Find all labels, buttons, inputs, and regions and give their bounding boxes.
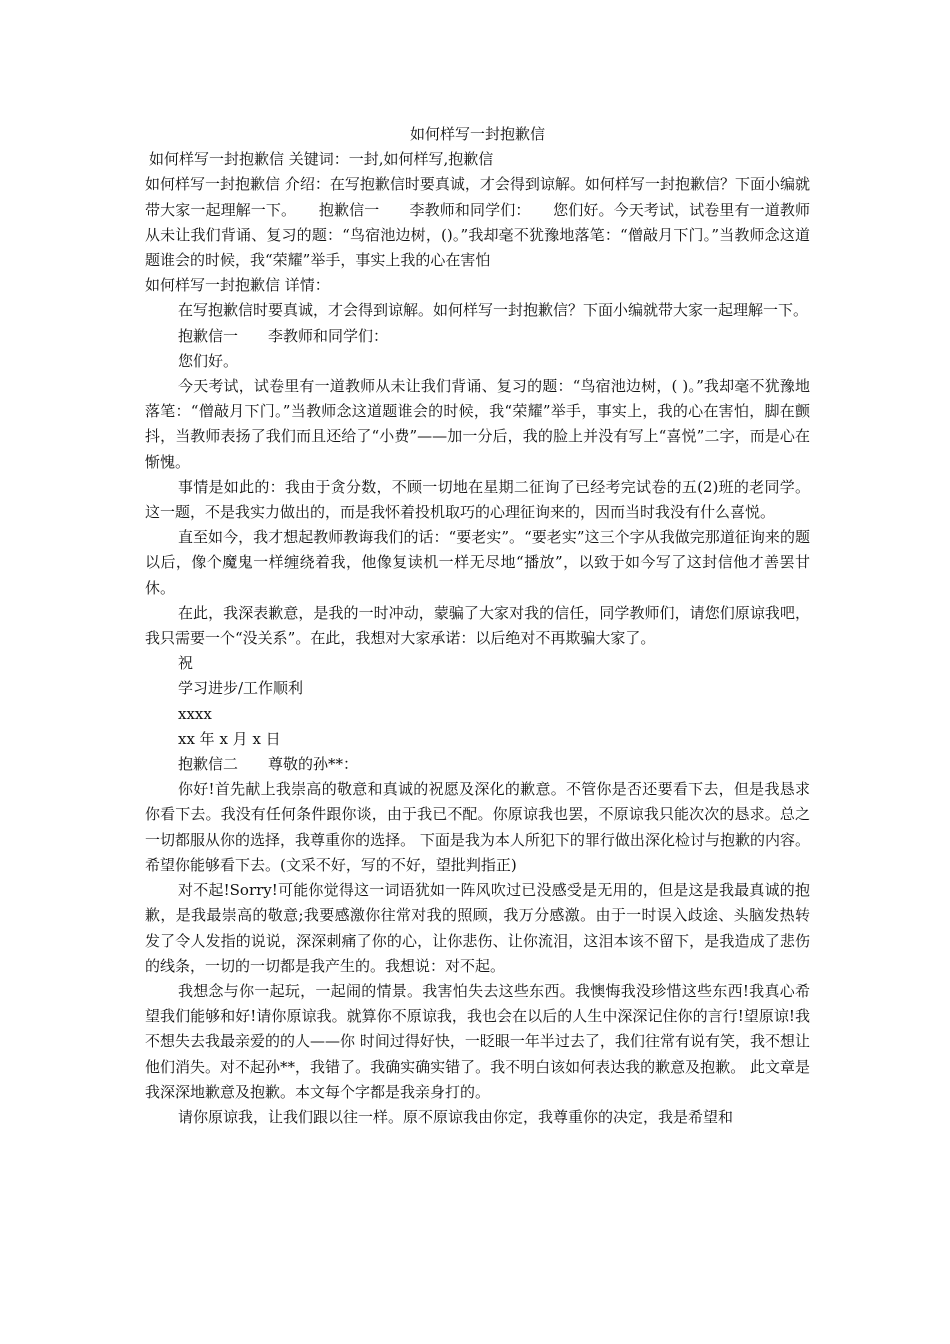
body-paragraph: 今天考试，试卷里有一道教师从未让我们背诵、复习的题：“鸟宿池边树，( )。”我却毫不犹豫地落笔：“僧敲月下门。”当教师念这道题谁会的时候，我“荣耀”举手，事实上，我的心在害怕，脚在颤抖，当教师表扬了我们而且还给了“小费”——加一分后，我的脸上并没有写上“喜悦”二字，而是心在惭愧。 [145, 377, 810, 471]
body-paragraph: 在此，我深表歉意，是我的一时冲动，蒙骗了大家对我的信任，同学教师们，请您们原谅我吧，我只需要一个“没关系”。在此，我想对大家承诺：以后绝对不再欺骗大家了。 [145, 603, 810, 648]
detail-heading: 如何样写一封抱歉信 详情： [145, 276, 330, 295]
letter-one-heading: 抱歉信一 李教师和同学们： [178, 326, 389, 345]
document-title: 如何样写一封抱歉信 [409, 125, 545, 143]
keywords-line: 如何样写一封抱歉信 关键词：一封,如何样写,抱歉信 [149, 150, 494, 169]
closing-wish: 祝 [178, 654, 194, 673]
body-paragraph: 对不起!Sorry!可能你觉得这一词语犹如一阵风吹过已没感受是无用的，但是这是我最真诚的抱歉，是我最崇高的敬意;我要感激你往常对我的照顾，我万分感激。由于一时误入歧途、头脑发热转发了令人发指的说说，深深刺痛了你的心，让你悲伤、让你流泪，这泪本该不留下，是我造成了悲伤的线条，一切的一切都是我产生的。我想说：对不起。 [145, 881, 810, 975]
body-paragraph: 直至如今，我才想起教师教诲我们的话：“要老实”。“要老实”这三个字从我做完那道征询来的题以后，像个魔鬼一样缠绕着我，他像复读机一样无尽地“播放”，以致于如今写了这封信他才善罢甘休。 [145, 528, 810, 597]
body-paragraph: 事情是如此的：我由于贪分数，不顾一切地在星期二征询了已经考完试卷的五(2)班的老同学。这一题，不是我实力做出的，而是我怀着投机取巧的心理征询来的，因而当时我没有什么喜悦。 [145, 477, 810, 522]
date-line: xx 年 x 月 x 日 [178, 729, 281, 748]
letter-two-heading: 抱歉信二 尊敬的孙**： [178, 755, 359, 774]
body-paragraph: 我想念与你一起玩，一起闹的情景。我害怕失去这些东西。我懊悔我没珍惜这些东西!我真心希望我们能够和好!请你原谅我。就算你不原谅我，我也会在以后的人生中深深记住你的言行!望原谅!我不想失去我最亲爱的的人——你 时间过得好快，一眨眼一年半过去了，我们往常有说有笑，我不想让他们消失。对不起孙**，我错了。我确实确实错了。我不明白该如何表达我的歉意及抱歉。 此文章是我深深地歉意及抱歉。本文每个字都是我亲身打的。 [145, 981, 810, 1101]
signature: xxxx [178, 704, 212, 723]
intro-paragraph: 如何样写一封抱歉信 介绍：在写抱歉信时要真诚，才会得到谅解。如何样写一封抱歉信？下面小编就带大家一起理解一下。 抱歉信一 李教师和同学们： 您们好。今天考试，试卷里有一道教师从未让我们背诵、复习的题：“鸟宿池边树，()。”我却毫不犹豫地落笔：“僧敲月下门。”当教师念这道题谁会的时候，我“荣耀”举手，事实上我的心在害怕 [145, 175, 810, 270]
body-paragraph: 你好!首先献上我崇高的敬意和真诚的祝愿及深化的歉意。不管你是否还要看下去，但是我恳求你看下去。我没有任何条件跟你谈，由于我已不配。你原谅我也罢，不原谅我只能次次的恳求。总之一切都服从你的选择，我尊重你的选择。 下面是我为本人所犯下的罪行做出深化检讨与抱歉的内容。希望你能够看下去。(文采不好，写的不好，望批判指正) [145, 780, 810, 874]
body-paragraph: 请你原谅我，让我们跟以往一样。原不原谅我由你定，我尊重你的决定，我是希望和 [178, 1107, 734, 1126]
document-page [145, 122, 810, 1130]
body-paragraph: 在写抱歉信时要真诚，才会得到谅解。如何样写一封抱歉信？下面小编就带大家一起理解一下。 [178, 301, 809, 320]
closing-blessing: 学习进步/工作顺利 [178, 679, 304, 698]
greeting-line: 您们好。 [178, 351, 239, 370]
